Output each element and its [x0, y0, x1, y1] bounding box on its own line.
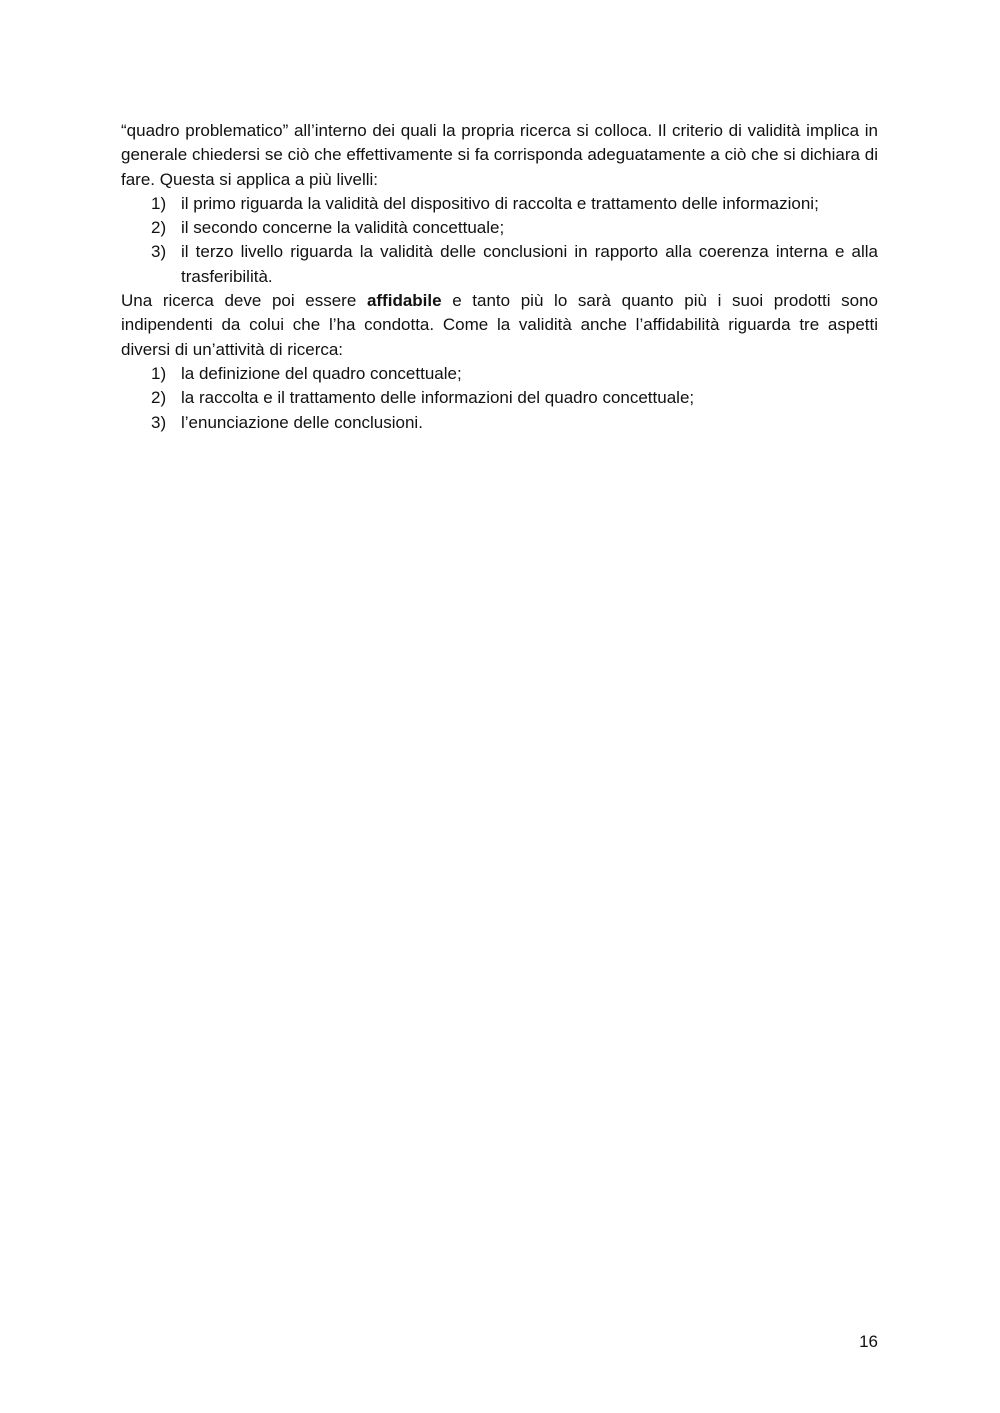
list-item-text: il secondo concerne la validità concettuale;	[181, 218, 505, 238]
list-item	[121, 386, 878, 410]
reliability-aspects-list	[121, 362, 878, 435]
list-item-text: la raccolta e il trattamento delle informazioni del quadro concettuale;	[181, 388, 695, 408]
list-item	[121, 192, 878, 216]
list-item-text: la definizione del quadro concettuale;	[181, 363, 462, 383]
list-item-number: 2)	[151, 388, 167, 408]
list-item-number: 1)	[151, 193, 167, 213]
paragraph-reliability-start: Una ricerca deve poi essere	[121, 291, 367, 311]
list-item	[121, 216, 878, 240]
validity-levels-list	[121, 192, 878, 289]
list-item	[121, 240, 878, 289]
list-item	[121, 411, 878, 435]
paragraph-validity: “quadro problematico” all’interno dei quali la propria ricerca si colloca. Il criterio di validità implica in generale chiedersi se ciò che effettivamente si fa corrisponda adeguatamente a ciò che si dichiara di fare. Questa si applica a più livelli:	[121, 121, 878, 189]
keyword-affidabile: affidabile	[366, 291, 442, 311]
page-number: 16	[859, 1332, 878, 1351]
page-content	[121, 119, 878, 435]
list-item	[121, 362, 878, 386]
list-item-number: 3)	[151, 412, 167, 432]
list-item-number: 3)	[151, 242, 167, 262]
list-item-text: il primo riguarda la validità del dispositivo di raccolta e trattamento delle informazioni;	[181, 193, 819, 213]
list-item-number: 1)	[151, 363, 167, 383]
list-item-number: 2)	[151, 218, 167, 238]
list-item-text: il terzo livello riguarda la validità delle conclusioni in rapporto alla coerenza interna e alla trasferibilità.	[181, 242, 878, 286]
paragraph-reliability	[121, 289, 878, 362]
paragraph-reliability-end: e tanto più lo sarà quanto più i suoi prodotti sono indipendenti da colui che l’ha condotta. Come la validità anche l’affidabilità riguarda tre aspetti diversi di un’attività di ricerca:	[121, 291, 878, 359]
list-item-text: l’enunciazione delle conclusioni.	[181, 412, 423, 432]
